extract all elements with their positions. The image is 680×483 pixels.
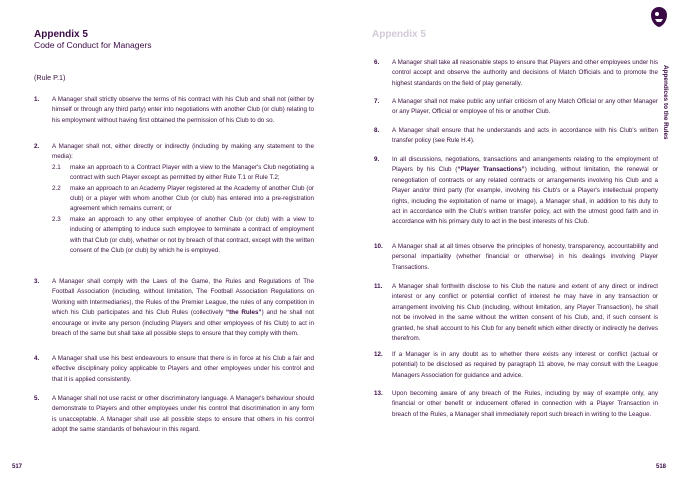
clause-number: 3. <box>34 278 40 285</box>
clause-text: If a Manager is in any doubt as to whether there exists any interest or conflict (actual or potential) to be disclosed as required by paragraph 11 above, he may consult with the League Managers Association for guidance and advice. <box>392 351 658 379</box>
clause-4 <box>34 354 314 385</box>
clause-13 <box>374 389 658 420</box>
clause-9 <box>374 155 658 228</box>
clause-number: 8. <box>374 127 380 134</box>
clause-12 <box>374 350 658 381</box>
running-header: Appendix 5 <box>372 29 426 40</box>
subclause-number: 2.3 <box>52 215 61 223</box>
page-subtitle: Code of Conduct for Managers <box>34 40 152 50</box>
clause-number: 2. <box>34 143 40 150</box>
clause-text: A Manager shall ensure that he understands and acts in accordance with his Club's written transfer policy (see Rule H.4). <box>392 127 658 145</box>
page-number: 518 <box>656 464 667 470</box>
clause-text: A Manager shall take all reasonable steps to ensure that Players and other employees under his control accept and observe the authority and decisions of Match Officials and to promote the highest standards on the field of play generally. <box>392 59 658 87</box>
clause-text: A Manager shall at all times observe the principles of honesty, transparency, accountability and personal impartiality (whether financial or otherwise) in his dealings involving Player Transactions. <box>392 243 658 271</box>
right-page <box>340 0 680 483</box>
clause-11 <box>374 282 658 344</box>
clause-text: In all discussions, negotiations, transactions and arrangements relating to the employment of Players by his Club ( <box>392 156 658 174</box>
clause-text: ) and he shall not encourage or invite any person (including Players and other employees of his Club) to act in breach of the same but shall take all possible steps to ensure that they comply with them. <box>52 309 314 338</box>
page-title: Appendix 5 <box>34 29 88 40</box>
subclause-number: 2.1 <box>52 163 61 171</box>
clause-text: A Manager shall strictly observe the terms of his contract with his Club and shall not (either by himself or through any third party) enter into negotiations with another Club (or club) relating to his employment without having first obtained the permission of his Club to do so. <box>52 96 314 124</box>
clause-text: ) including, without limitation, the renewal or renegotiation of contracts or any related contracts or arrangements involving his Club and a Player and/or third party (for example, involving his Club's or a Player's intellectual property rights, including the exploitation of name or image), a Manager shall, in addition to his duty to act in accordance with the Club's written transfer policy, act with the utmost good faith and in accordance with his primary duty to act in the best interests of his Club. <box>392 166 658 226</box>
subclause-2-2 <box>52 184 314 215</box>
page-number: 517 <box>12 464 23 470</box>
clause-number: 4. <box>34 355 40 362</box>
subclause-number: 2.2 <box>52 184 61 192</box>
clause-text: A Manager shall use his best endeavours to ensure that there is in force at his Club a fair and effective disciplinary policy applicable to Players and other employees under his control and that it is applied consistently. <box>52 355 314 383</box>
clause-text: A Manager shall not, either directly or indirectly (including by making any statement to the media): <box>52 143 314 161</box>
clause-3 <box>34 277 314 339</box>
clause-number: 11. <box>374 283 383 290</box>
clause-number: 5. <box>34 395 40 402</box>
clause-10 <box>374 242 658 273</box>
clause-number: 6. <box>374 59 380 66</box>
subclause-text: make an approach to a Contract Player with a view to the Manager's Club negotiating a contract with such Player except as permitted by either Rule T.1 or Rule T.2; <box>70 163 314 182</box>
subclause-2-3 <box>52 215 314 257</box>
clause-8 <box>374 126 658 147</box>
subclause-text: make an approach to an Academy Player registered at the Academy of another Club (or club) or a player with whom another Club (or club) has entered into a pre-registration agreement which remains current; or <box>70 184 314 213</box>
rule-reference: (Rule P.1) <box>34 73 66 82</box>
clause-5 <box>34 394 314 436</box>
clause-7 <box>374 97 658 118</box>
defined-term: “the Rules” <box>226 309 262 317</box>
clause-text: A Manager shall forthwith disclose to his Club the nature and extent of any direct or indirect interest or any conflict or potential conflict of interest he may have in any transaction or arrangement involving his Club (including, without limitation, any Player Transaction), he shall not be involved in the same without the written consent of his Club, and, if such consent is granted, he shall account to his Club for any benefit which either directly or indirectly he derives therefrom. <box>392 283 658 343</box>
clause-6 <box>374 58 658 89</box>
clause-number: 12. <box>374 351 383 358</box>
subclause-2-1 <box>52 163 314 184</box>
clause-number: 7. <box>374 98 380 105</box>
clause-number: 10. <box>374 243 383 250</box>
clause-text: A Manager shall not make public any unfair criticism of any Match Official or any other Manager or any Player, Official or employee of his or another Club. <box>392 98 658 116</box>
clause-1 <box>34 95 314 126</box>
clause-2 <box>34 142 314 256</box>
defined-term: “Player Transactions” <box>457 166 525 174</box>
clause-number: 9. <box>374 156 380 163</box>
clause-text: Upon becoming aware of any breach of the Rules, including by way of example only, any financial or other benefit or inducement offered in connection with a Player Transaction in breach of the Rules, a Manager shall immediately report such breach in writing to the League. <box>392 390 658 418</box>
side-label: Appendices to the Rules <box>662 65 669 140</box>
clause-number: 13. <box>374 390 383 397</box>
clause-text: A Manager shall comply with the Laws of the Game, the Rules and Regulations of The Football Association (including, without limitation, The Football Association Regulations on Working with Intermediaries), the Rules of the Premier League, the rules of any competition in which his Club participates and his Club Rules (collectively <box>52 278 314 317</box>
subclause-text: make an approach to any other employee of another Club (or club) with a view to inducing or attempting to induce such employee to terminate a contract of employment with that Club (or club), whether or not by breach of that contract, except with the written consent of the Club (or club) by which he is employed. <box>70 215 314 255</box>
clause-text: A Manager shall not use racist or other discriminatory language. A Manager's behaviour should demonstrate to Players and other employees under his control that discrimination in any form is unacceptable. A Manager shall use all possible steps to ensure that others in his control adopt the same standards of behaviour in this regard. <box>52 395 314 434</box>
clause-number: 1. <box>34 96 40 103</box>
